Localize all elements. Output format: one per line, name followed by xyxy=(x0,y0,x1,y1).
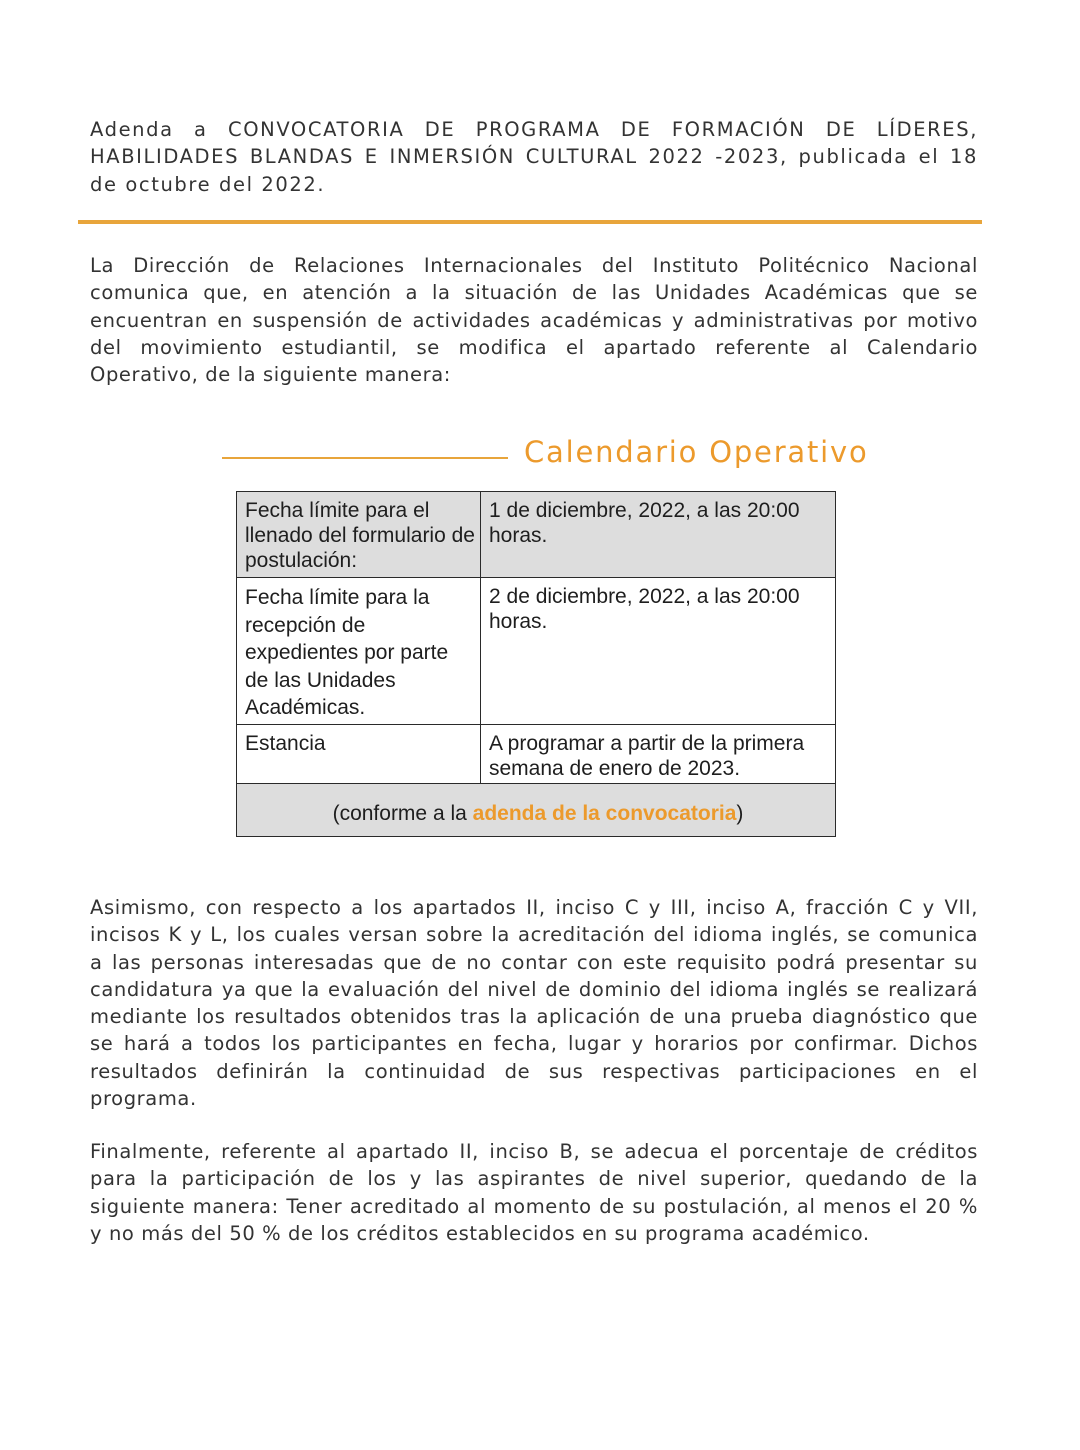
row-value: 1 de diciembre, 2022, a las 20:00 horas. xyxy=(481,492,836,578)
section-divider xyxy=(78,220,982,224)
calendar-table xyxy=(236,491,836,837)
table-row xyxy=(237,725,836,784)
table-row xyxy=(237,578,836,725)
note-suffix: ) xyxy=(736,801,744,825)
addendum-link[interactable]: adenda de la convocatoria xyxy=(472,801,737,825)
english-requirement-paragraph: Asimismo, con respecto a los apartados II, inciso C y III, inciso A, fracción C y VII, incisos K y L, los cuales versan sobre la acreditación del idioma inglés, se comunica a las personas interesadas que de no contar con este requisito podrá presentar su candidatura ya que la evaluación del nivel de dominio del idioma inglés se realizará mediante los resultados obtenidos tras la aplicación de una prueba diagnóstico que se hará a todos los participantes en fecha, lugar y horarios por confirmar. Dichos resultados definirán la continuidad de sus respectivas participaciones en el programa. xyxy=(90,896,978,1111)
row-value: 2 de diciembre, 2022, a las 20:00 horas. xyxy=(481,578,836,725)
intro-paragraph: La Dirección de Relaciones Internacionales del Instituto Politécnico Nacional comunica que, en atención a la situación de las Unidades Académicas que se encuentran en suspensión de actividades académicas y administrativas por motivo del movimiento estudiantil, se modifica el apartado referente al Calendario Operativo, de la siguiente manera: xyxy=(90,254,978,387)
row-label: Fecha límite para la recepción de expedientes por parte de las Unidades Académicas. xyxy=(237,578,481,725)
calendar-title-rule xyxy=(222,457,508,459)
credits-paragraph: Finalmente, referente al apartado II, inciso B, se adecua el porcentaje de créditos para la participación de los y las aspirantes de nivel superior, quedando de la siguiente manera: Tener acreditado al momento de su postulación, al menos el 20 % y no más del 50 % de los créditos establecidos en su programa académico. xyxy=(90,1140,978,1245)
row-label: Estancia xyxy=(237,725,481,784)
note-prefix: (conforme a la xyxy=(332,801,473,825)
table-row xyxy=(237,492,836,578)
addendum-heading: Adenda a CONVOCATORIA DE PROGRAMA DE FORMACIÓN DE LÍDERES, HABILIDADES BLANDAS E INMERSIÓN CULTURAL 2022 -2023, publicada el 18 de octubre del 2022. xyxy=(90,118,978,196)
table-note-row xyxy=(237,784,836,837)
row-label: Fecha límite para el llenado del formulario de postulación: xyxy=(237,492,481,578)
calendar-note xyxy=(237,784,836,837)
row-value: A programar a partir de la primera semana de enero de 2023. xyxy=(481,725,836,784)
calendar-title: Calendario Operativo xyxy=(524,435,869,469)
